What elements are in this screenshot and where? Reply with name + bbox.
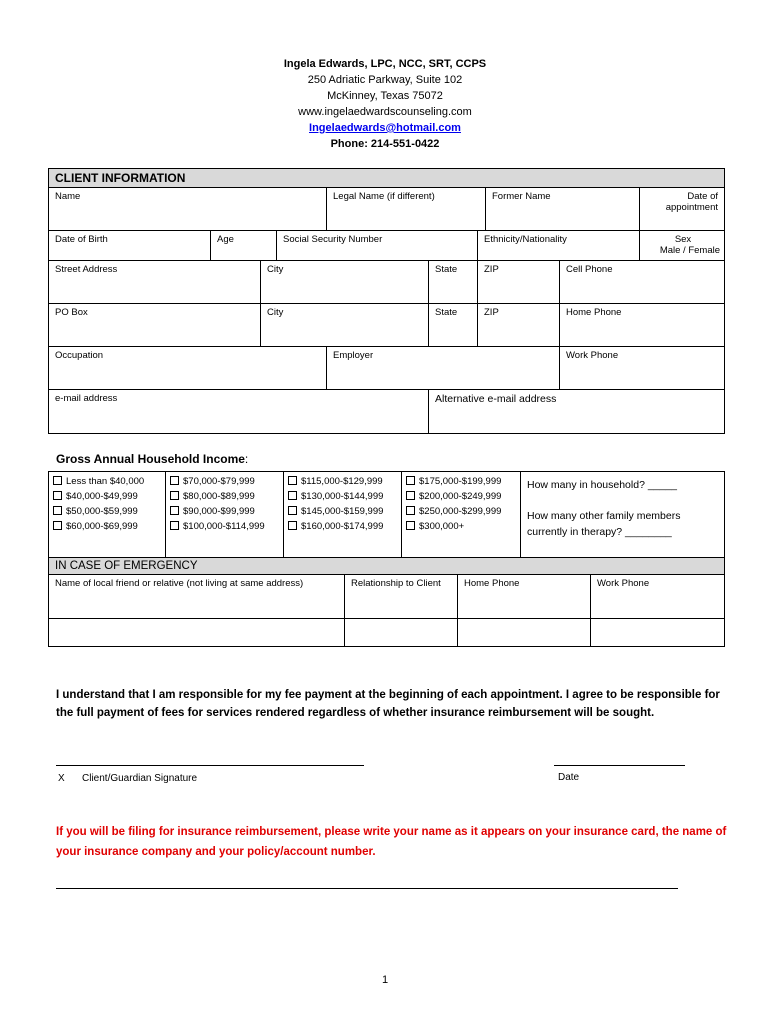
- emergency-relationship-field[interactable]: Relationship to Client: [345, 575, 458, 619]
- date-line[interactable]: [554, 765, 685, 766]
- appointment-date-field[interactable]: Date of appointment: [640, 188, 725, 231]
- income-option[interactable]: $300,000+: [406, 519, 516, 534]
- income-col-3: [284, 472, 402, 558]
- page-number: 1: [381, 974, 389, 986]
- emergency-contact-name-field[interactable]: [49, 619, 345, 647]
- client-info-table: [48, 168, 725, 434]
- age-field[interactable]: Age: [211, 231, 277, 261]
- po-city-field[interactable]: City: [261, 304, 429, 347]
- household-count-question: How many in household? _____: [527, 479, 678, 491]
- income-option[interactable]: $100,000-$114,999: [170, 519, 279, 534]
- work-phone-field[interactable]: Work Phone: [560, 347, 725, 390]
- checkbox[interactable]: [53, 521, 62, 530]
- phone: Phone: 214-551-0422: [330, 138, 440, 150]
- signature-line[interactable]: [56, 765, 364, 766]
- name-field[interactable]: Name: [49, 188, 327, 231]
- ssn-field[interactable]: Social Security Number: [277, 231, 478, 261]
- emergency-relationship-field[interactable]: [345, 619, 458, 647]
- income-option[interactable]: $70,000-$79,999: [170, 474, 279, 489]
- po-zip-field[interactable]: ZIP: [478, 304, 560, 347]
- po-box-field[interactable]: PO Box: [49, 304, 261, 347]
- income-option[interactable]: $160,000-$174,999: [288, 519, 397, 534]
- checkbox[interactable]: [170, 491, 179, 500]
- checkbox[interactable]: [288, 521, 297, 530]
- checkbox[interactable]: [170, 476, 179, 485]
- insurance-info-line[interactable]: [56, 888, 678, 889]
- income-option[interactable]: $60,000-$69,999: [53, 519, 161, 534]
- checkbox[interactable]: [170, 506, 179, 515]
- emergency-contact-name-field[interactable]: Name of local friend or relative (not living at same address): [49, 575, 345, 619]
- alt-email-field[interactable]: Alternative e-mail address: [429, 390, 725, 434]
- emergency-table: [48, 557, 725, 647]
- income-col-1: [49, 472, 166, 558]
- address-line-2: McKinney, Texas 75072: [327, 90, 443, 102]
- emergency-home-phone-field[interactable]: Home Phone: [458, 575, 591, 619]
- emergency-header: IN CASE OF EMERGENCY: [49, 558, 725, 575]
- checkbox[interactable]: [53, 476, 62, 485]
- income-table: [48, 471, 725, 558]
- checkbox[interactable]: [53, 506, 62, 515]
- emergency-home-phone-field[interactable]: [458, 619, 591, 647]
- income-option[interactable]: $80,000-$89,999: [170, 489, 279, 504]
- home-phone-field[interactable]: Home Phone: [560, 304, 725, 347]
- emergency-work-phone-field[interactable]: Work Phone: [591, 575, 725, 619]
- checkbox[interactable]: [53, 491, 62, 500]
- email-link[interactable]: Ingelaedwards@hotmail.com: [309, 122, 461, 134]
- income-option[interactable]: Less than $40,000: [53, 474, 161, 489]
- income-col-2: [166, 472, 284, 558]
- signature-x: X: [58, 773, 65, 784]
- insurance-note: If you will be filing for insurance reimbursement, please write your name as it appears on your insurance card, the name of your insurance company and your policy/account number.: [56, 826, 727, 858]
- website: www.ingelaedwardscounseling.com: [298, 106, 472, 118]
- income-option[interactable]: $50,000-$59,999: [53, 504, 161, 519]
- checkbox[interactable]: [406, 506, 415, 515]
- income-option[interactable]: $130,000-$144,999: [288, 489, 397, 504]
- state-field[interactable]: State: [429, 261, 478, 304]
- income-col-4: [402, 472, 521, 558]
- household-questions[interactable]: [521, 472, 725, 558]
- income-option[interactable]: $250,000-$299,999: [406, 504, 516, 519]
- occupation-field[interactable]: Occupation: [49, 347, 327, 390]
- emergency-work-phone-field[interactable]: [591, 619, 725, 647]
- income-option[interactable]: $145,000-$159,999: [288, 504, 397, 519]
- address-line-1: 250 Adriatic Parkway, Suite 102: [307, 74, 463, 86]
- checkbox[interactable]: [406, 476, 415, 485]
- legal-name-field[interactable]: Legal Name (if different): [327, 188, 486, 231]
- practitioner-name: Ingela Edwards, LPC, NCC, SRT, CCPS: [283, 58, 487, 70]
- signature-label: Client/Guardian Signature: [82, 773, 198, 784]
- email-field[interactable]: e-mail address: [49, 390, 429, 434]
- cell-phone-field[interactable]: Cell Phone: [560, 261, 725, 304]
- income-option[interactable]: $175,000-$199,999: [406, 474, 516, 489]
- income-option[interactable]: $200,000-$249,999: [406, 489, 516, 504]
- checkbox[interactable]: [288, 476, 297, 485]
- city-field[interactable]: City: [261, 261, 429, 304]
- employer-field[interactable]: Employer: [327, 347, 560, 390]
- former-name-field[interactable]: Former Name: [486, 188, 640, 231]
- client-info-header: CLIENT INFORMATION: [49, 169, 725, 188]
- checkbox[interactable]: [170, 521, 179, 530]
- sex-field[interactable]: Sex Male / Female: [640, 231, 725, 261]
- ethnicity-field[interactable]: Ethnicity/Nationality: [478, 231, 640, 261]
- checkbox[interactable]: [288, 491, 297, 500]
- date-label: Date: [558, 772, 580, 783]
- family-therapy-question-1: How many other family members: [527, 510, 681, 522]
- income-option[interactable]: $40,000-$49,999: [53, 489, 161, 504]
- payment-statement: I understand that I am responsible for my fee payment at the beginning of each appointment. I agree to be responsible for the full payment of fees for services rendered regardless of whether insurance reimbursement will be sought.: [56, 689, 720, 719]
- checkbox[interactable]: [406, 491, 415, 500]
- income-title: Gross Annual Household Income:: [56, 452, 249, 466]
- checkbox[interactable]: [288, 506, 297, 515]
- income-option[interactable]: $90,000-$99,999: [170, 504, 279, 519]
- family-therapy-question-2: currently in therapy? ________: [527, 526, 672, 538]
- street-address-field[interactable]: Street Address: [49, 261, 261, 304]
- zip-field[interactable]: ZIP: [478, 261, 560, 304]
- checkbox[interactable]: [406, 521, 415, 530]
- income-option[interactable]: $115,000-$129,999: [288, 474, 397, 489]
- practice-header: [0, 56, 770, 152]
- dob-field[interactable]: Date of Birth: [49, 231, 211, 261]
- po-state-field[interactable]: State: [429, 304, 478, 347]
